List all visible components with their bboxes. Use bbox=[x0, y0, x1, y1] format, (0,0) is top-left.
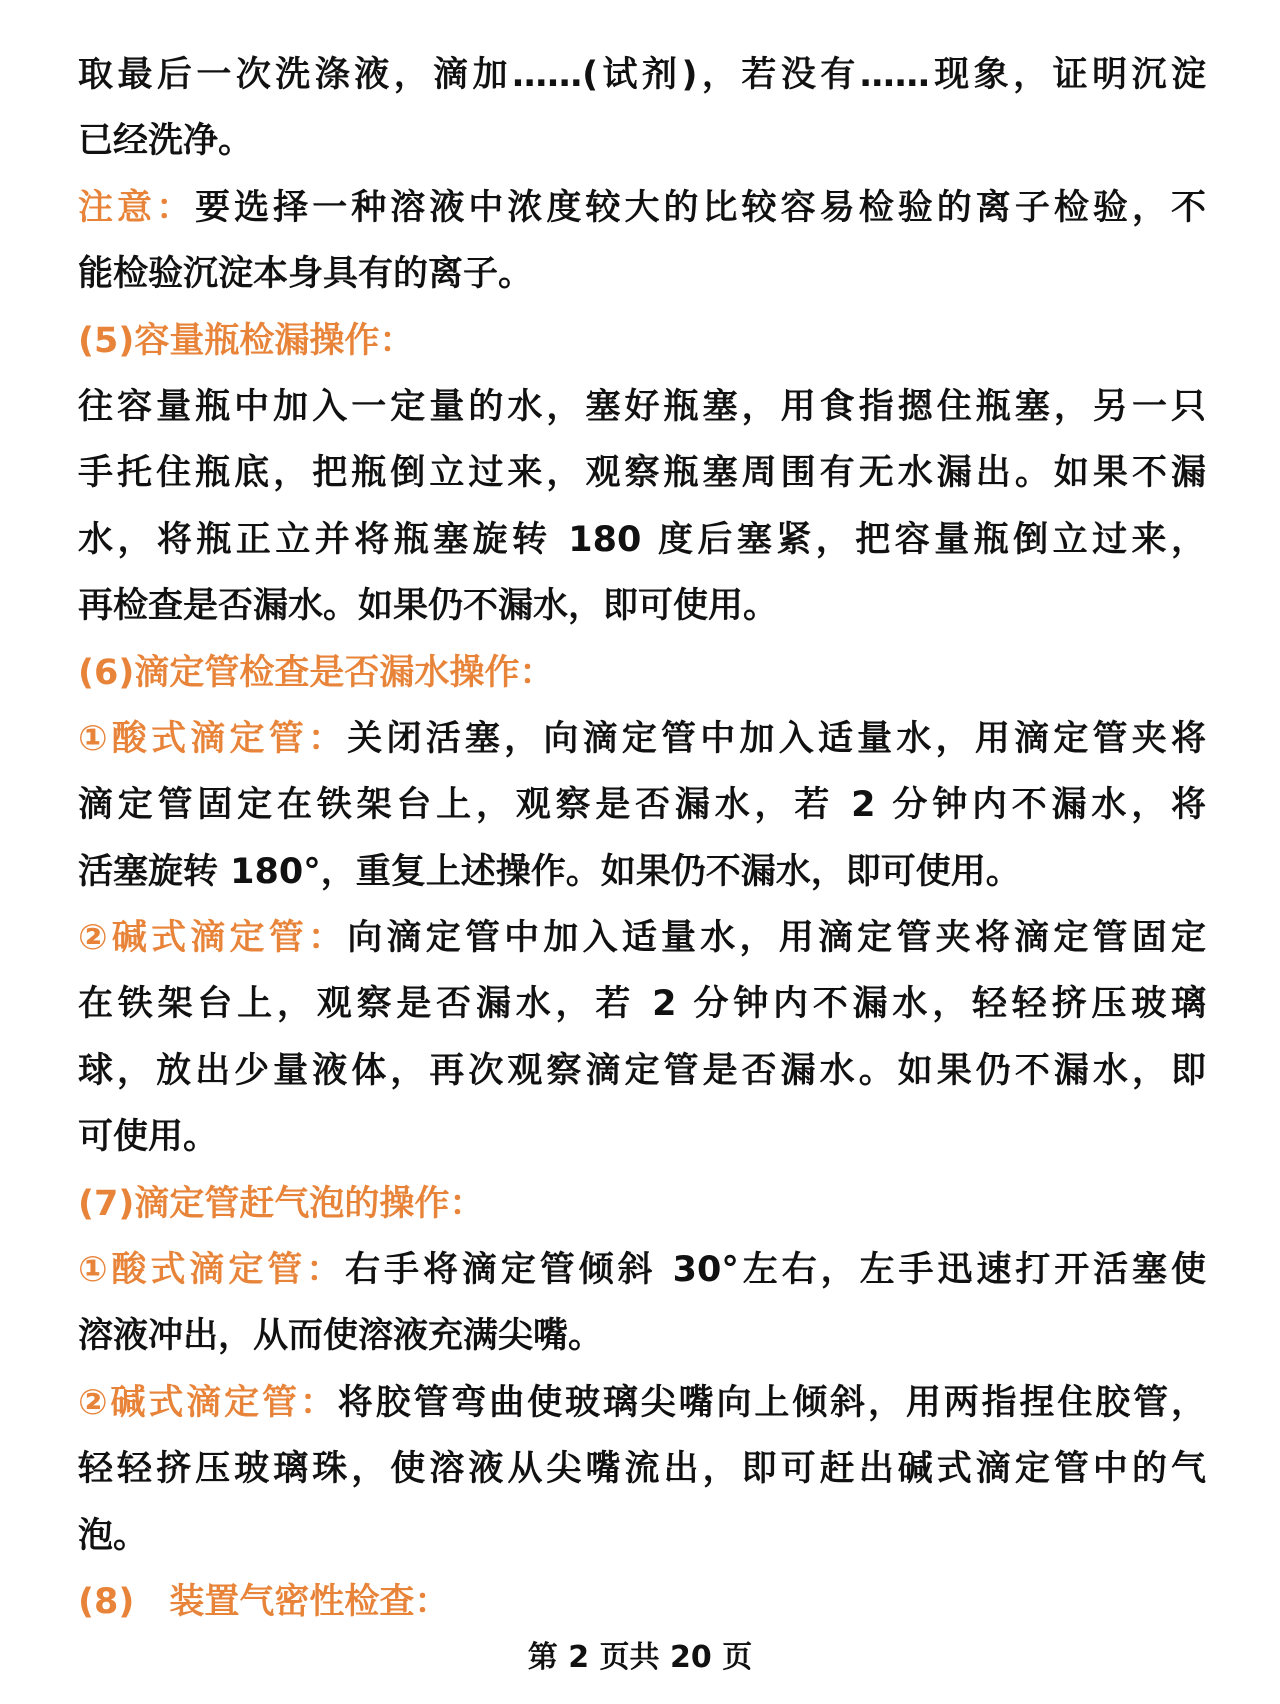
body-text: 将胶管弯曲使玻璃尖嘴向上倾斜，用两指捏住胶管， bbox=[337, 1382, 1206, 1423]
body-text: 向滴定管中加入适量水，用滴定管夹将滴定管固定 bbox=[347, 918, 1206, 959]
body-text: 往容量瓶中加入一定量的水，塞好瓶塞，用食指摁住瓶塞，另一只 bbox=[78, 386, 1206, 427]
body-text: 水，将瓶正立并将瓶塞旋转 180 度后塞紧，把容量瓶倒立过来， bbox=[78, 519, 1206, 560]
body-text: 要选择一种溶液中浓度较大的比较容易检验的离子检验，不 bbox=[195, 187, 1206, 228]
highlight-label: 注意： bbox=[78, 187, 196, 228]
text-line bbox=[78, 706, 1206, 772]
section-heading bbox=[78, 1171, 1206, 1237]
highlight-label: (8) 装置气密性检查： bbox=[78, 1581, 450, 1622]
text-line bbox=[78, 839, 1206, 905]
body-text: 滴定管固定在铁架台上，观察是否漏水，若 2 分钟内不漏水，将 bbox=[78, 785, 1206, 826]
body-text: 在铁架台上，观察是否漏水，若 2 分钟内不漏水，轻轻挤压玻璃 bbox=[78, 984, 1206, 1025]
body-text: 轻轻挤压玻璃珠，使溶液从尖嘴流出，即可赶出碱式滴定管中的气 bbox=[78, 1449, 1206, 1490]
body-text: 泡。 bbox=[78, 1515, 149, 1556]
text-line bbox=[78, 1104, 1206, 1170]
highlight-label: (5)容量瓶检漏操作： bbox=[78, 320, 415, 361]
highlight-label: ②碱式滴定管： bbox=[78, 1382, 338, 1423]
text-line bbox=[78, 108, 1206, 174]
text-line bbox=[78, 241, 1206, 307]
highlight-label: (7)滴定管赶气泡的操作： bbox=[78, 1183, 485, 1224]
text-line bbox=[78, 1303, 1206, 1369]
body-text: 关闭活塞，向滴定管中加入适量水，用滴定管夹将 bbox=[347, 718, 1206, 759]
highlight-label: (6)滴定管检查是否漏水操作： bbox=[78, 652, 555, 693]
body-text: 溶液冲出，从而使溶液充满尖嘴。 bbox=[78, 1316, 604, 1357]
section-heading bbox=[78, 640, 1206, 706]
body-text: 右手将滴定管倾斜 30°左右，左手迅速打开活塞使 bbox=[345, 1250, 1206, 1291]
body-text: 能检验沉淀本身具有的离子。 bbox=[78, 254, 534, 295]
text-line bbox=[78, 573, 1206, 639]
text-line bbox=[78, 507, 1206, 573]
body-text: 活塞旋转 180°，重复上述操作。如果仍不漏水，即可使用。 bbox=[78, 851, 1021, 892]
text-line bbox=[78, 1038, 1206, 1104]
section-heading bbox=[78, 1569, 1206, 1635]
text-line bbox=[78, 772, 1206, 838]
text-line bbox=[78, 971, 1206, 1037]
text-line bbox=[78, 175, 1206, 241]
text-line bbox=[78, 1503, 1206, 1569]
page-number: 第 2 页共 20 页 bbox=[527, 1640, 753, 1675]
highlight-label: ①酸式滴定管： bbox=[78, 718, 348, 759]
body-text: 再检查是否漏水。如果仍不漏水，即可使用。 bbox=[78, 586, 779, 627]
body-text: 可使用。 bbox=[78, 1117, 219, 1158]
document-body bbox=[78, 42, 1206, 1635]
text-line bbox=[78, 374, 1206, 440]
body-text: 取最后一次洗涤液，滴加……(试剂)，若没有……现象，证明沉淀 bbox=[78, 55, 1206, 95]
body-text: 球，放出少量液体，再次观察滴定管是否漏水。如果仍不漏水，即 bbox=[78, 1050, 1206, 1091]
text-line bbox=[78, 1237, 1206, 1303]
highlight-label: ②碱式滴定管： bbox=[78, 918, 348, 959]
section-heading bbox=[78, 308, 1206, 374]
text-line bbox=[78, 42, 1206, 108]
text-line bbox=[78, 440, 1206, 506]
text-line bbox=[78, 905, 1206, 971]
body-text: 已经洗净。 bbox=[78, 121, 254, 162]
highlight-label: ①酸式滴定管： bbox=[78, 1250, 346, 1291]
text-line bbox=[78, 1436, 1206, 1502]
body-text: 手托住瓶底，把瓶倒立过来，观察瓶塞周围有无水漏出。如果不漏 bbox=[78, 453, 1206, 494]
text-line bbox=[78, 1370, 1206, 1436]
